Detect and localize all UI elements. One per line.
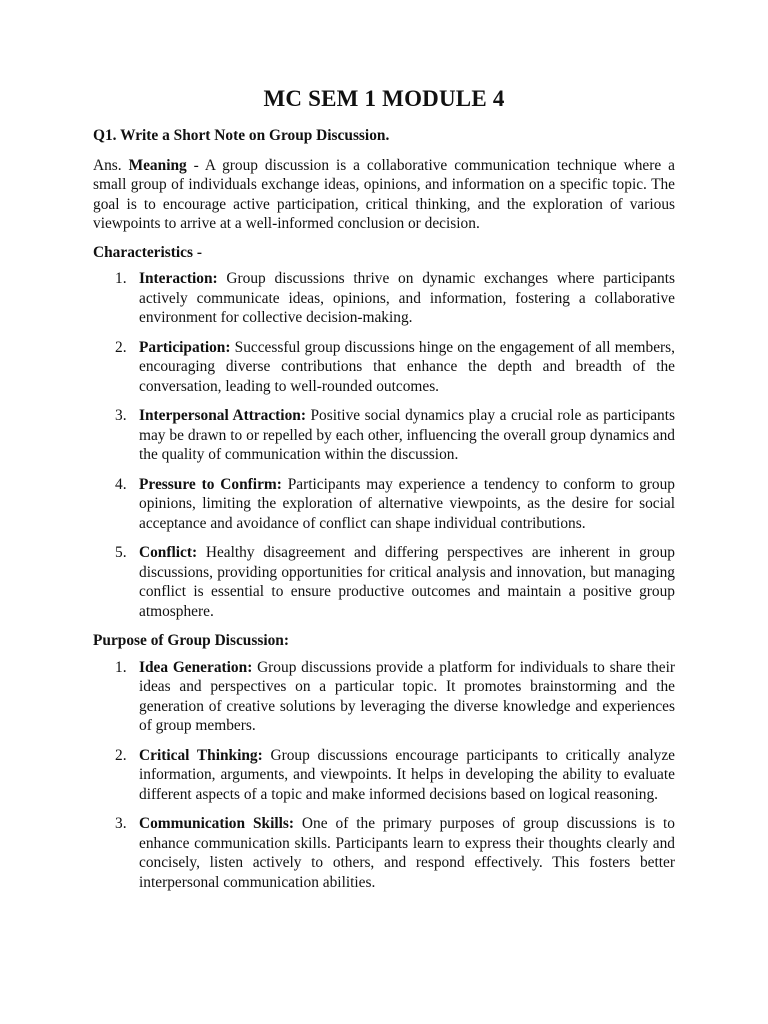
- characteristics-list: [93, 269, 675, 621]
- list-item: [93, 658, 675, 736]
- list-item: [93, 746, 675, 805]
- answer-text: - A group discussion is a collaborative communication technique where a small group of individuals exchange ideas, opinions, and information on a specific topic. The goal is to encourage active participation, critical thinking, and the exploration of various viewpoints to arrive at a well-informed conclusion or decision.: [93, 156, 675, 232]
- item-text: One of the primary purposes of group discussions is to enhance communication skills. Participants learn to express their thoughts clearly and concisely, listen actively to others, and respond effectively. This fosters better interpersonal communication abilities.: [139, 815, 675, 891]
- purpose-list: [93, 658, 675, 893]
- item-text: Group discussions encourage participants to critically analyze information, arguments, and viewpoints. It helps in developing the ability to evaluate different aspects of a topic and make informed decisions based on logical reasoning.: [139, 746, 675, 803]
- item-term: Idea Generation:: [139, 658, 253, 676]
- characteristics-heading: Characteristics -: [93, 243, 202, 261]
- item-text: Participants may experience a tendency to conform to group opinions, limiting the exploration of alternative viewpoints, as the desire for social acceptance and avoidance of conflict can shape individual contributions.: [139, 475, 675, 532]
- answer-paragraph: [93, 156, 675, 234]
- list-item: [93, 269, 675, 328]
- item-term: Critical Thinking:: [139, 746, 263, 764]
- item-term: Communication Skills:: [139, 815, 295, 832]
- item-text: Group discussions thrive on dynamic exchanges where participants actively communicate ideas, opinions, and information, fostering a collaborative environment for collective decision-making.: [139, 270, 675, 326]
- item-number: 2.: [115, 338, 127, 356]
- list-item: [93, 475, 675, 534]
- purpose-heading: Purpose of Group Discussion:: [93, 632, 289, 649]
- answer-term: Meaning: [128, 156, 187, 174]
- item-term: Pressure to Confirm:: [139, 475, 282, 493]
- item-term: Interpersonal Attraction:: [139, 407, 306, 424]
- item-number: 5.: [115, 544, 127, 561]
- item-text: Healthy disagreement and differing perspectives are inherent in group discussions, providing opportunities for critical analysis and innovation, but managing conflict is essential to ensure productive outcomes and maintain a positive group atmosphere.: [139, 544, 675, 620]
- item-term: Conflict:: [139, 544, 198, 561]
- list-item: [93, 543, 675, 621]
- item-term: Participation:: [139, 338, 231, 356]
- list-item: [93, 406, 675, 465]
- list-item: [93, 338, 675, 397]
- item-number: 1.: [115, 658, 127, 676]
- item-number: 3.: [115, 407, 127, 424]
- item-number: 3.: [115, 815, 127, 832]
- item-number: 1.: [115, 270, 127, 287]
- item-term: Interaction:: [139, 270, 218, 287]
- question-heading: Q1. Write a Short Note on Group Discussion.: [93, 127, 390, 144]
- list-item: [93, 814, 675, 892]
- page-title: MC SEM 1 MODULE 4: [263, 86, 505, 111]
- item-number: 4.: [115, 475, 127, 493]
- item-text: Group discussions provide a platform for individuals to share their ideas and perspectives on a particular topic. It promotes brainstorming and the generation of creative solutions by leveraging the diverse knowledge and experiences of group members.: [139, 658, 675, 734]
- item-text: Successful group discussions hinge on the engagement of all members, encouraging diverse contributions that enhance the depth and breadth of the conversation, leading to well-rounded outcomes.: [139, 338, 675, 395]
- item-number: 2.: [115, 746, 127, 764]
- item-text: Positive social dynamics play a crucial role as participants may be drawn to or repelled by each other, influencing the overall group dynamics and the quality of communication within the discussion.: [139, 407, 675, 463]
- answer-prefix: Ans.: [93, 156, 129, 174]
